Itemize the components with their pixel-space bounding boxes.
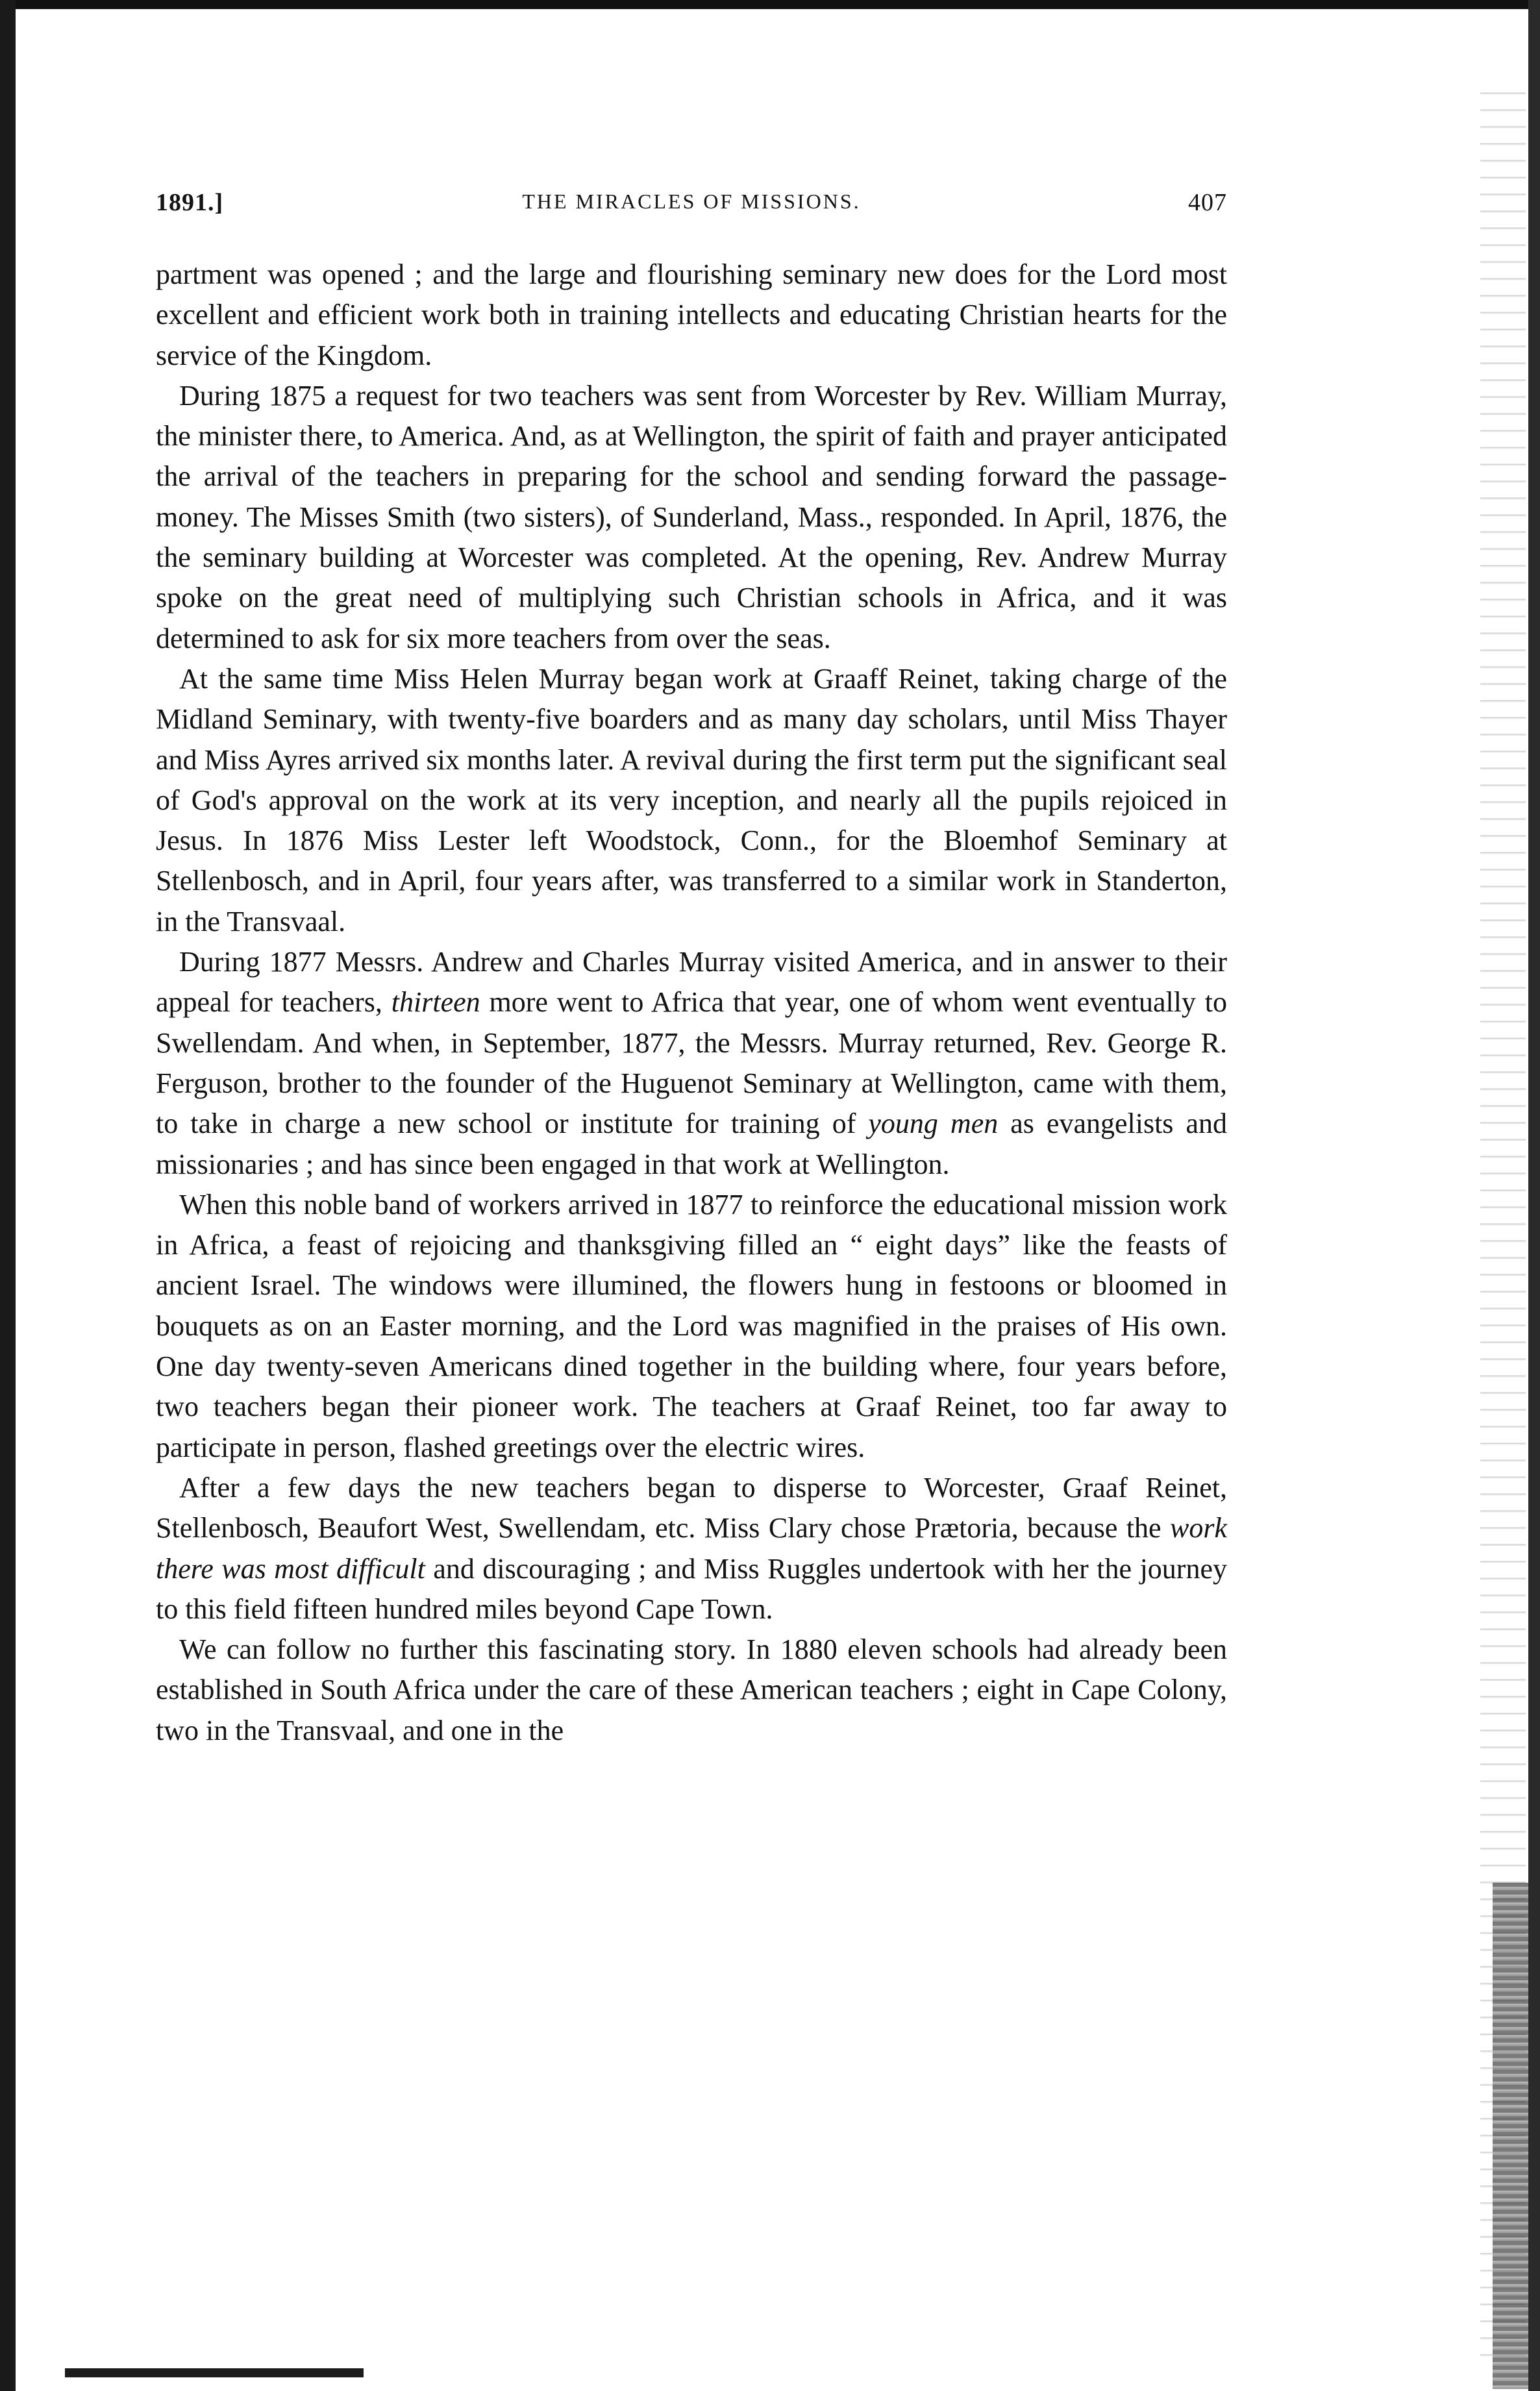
page-number: 407 [1188, 189, 1227, 216]
text-run: and discouraging ; and Miss Ruggles undertook with her the journey to this field fifteen hundred miles beyond Cape Town. [156, 1552, 1227, 1625]
body-text [156, 254, 1227, 1751]
text-run: partment was opened ; and the large and flourishing seminary new does for the Lord most excellent and efficient work both in training intellects and educating Christian hearts for the service of the Kingdom. [156, 258, 1227, 371]
paragraph [156, 659, 1227, 942]
paragraph [156, 942, 1227, 1185]
text-run: During 1877 Messrs. Andrew and Charles Murray visited America, and in answer to their appeal for teachers, [156, 946, 1227, 1019]
text-run: After a few days the new teachers began to disperse to Worcester, Graaf Reinet, Stellenbosch, Beaufort West, Swellendam, etc. Miss Clary chose Prætoria, because the [156, 1471, 1227, 1544]
italic-text: thirteen [391, 986, 480, 1019]
text-run: When this noble band of workers arrived in 1877 to reinforce the educational mission work in Africa, a feast of rejoicing and thanksgiving filled an “ eight days” like the feasts of ancient Israel. The windows were illumined, the flowers hung in festoons or bloomed in bouquets as on an Easter morning, and the Lord was magnified in the praises of His own. One day twenty-seven Americans dined together in the building where, four years before, two teachers began their pioneer work. The teachers at Graaf Reinet, too far away to participate in person, flashed greetings over the electric wires. [156, 1188, 1227, 1463]
running-head-title: THE MIRACLES OF MISSIONS. [522, 190, 861, 213]
running-head-year: 1891.] [156, 189, 224, 216]
scan-edge-left [0, 0, 16, 2391]
text-run: During 1875 a request for two teachers was sent from Worcester by Rev. William Murray, the minister there, to America. And, as at Wellington, the spirit of faith and prayer anticipated the arrival of the teachers in preparing for the school and sending forward the passage-money. The Misses Smith (two sisters), of Sunderland, Mass., responded. In April, 1876, the the seminary building at Worcester was completed. At the opening, Rev. Andrew Murray spoke on the great need of multiplying such Christian schools in Africa, and it was determined to ask for six more teachers from over the seas. [156, 379, 1227, 654]
text-run: as evangelists and missionaries ; and has since been engaged in that work at Wellington. [156, 1108, 1227, 1180]
text-run: We can follow no further this fascinating story. In 1880 eleven schools had already been established in South Africa under the care of these American teachers ; eight in Cape Colony, two in the Transvaal, and one in the [156, 1633, 1227, 1746]
paragraph [156, 254, 1227, 376]
paragraph [156, 1185, 1227, 1468]
paragraph [156, 376, 1227, 659]
scan-bottom-rule [65, 2368, 364, 2377]
text-run: more went to Africa that year, one of whom went eventually to Swellendam. And when, in September, 1877, the Messrs. Murray returned, Rev. George R. Ferguson, brother to the founder of the Huguenot Seminary at Wellington, came with them, to take in charge a new school or institute for training of [156, 986, 1227, 1140]
text-run: At the same time Miss Helen Murray began work at Graaff Reinet, taking charge of the Midland Seminary, with twenty-five boarders and as many day scholars, until Miss Thayer and Miss Ayres arrived six months later. A revival during the first term put the significant seal of God's approval on the work at its very inception, and nearly all the pupils rejoiced in Jesus. In 1876 Miss Lester left Woodstock, Conn., for the Bloemhof Seminary at Stellenbosch, and in April, four years after, was transferred to a similar work in Standerton, in the Transvaal. [156, 662, 1227, 937]
scan-edge-top [0, 0, 1540, 9]
paragraph [156, 1629, 1227, 1751]
italic-text: young men [868, 1108, 999, 1140]
book-page [156, 188, 1227, 1751]
scan-edge-right [1528, 0, 1540, 2391]
italic-text: work there was most difficult [156, 1512, 1227, 1585]
running-head [156, 188, 1227, 227]
scan-edge-right-dark [1493, 1883, 1528, 2389]
paragraph [156, 1468, 1227, 1629]
